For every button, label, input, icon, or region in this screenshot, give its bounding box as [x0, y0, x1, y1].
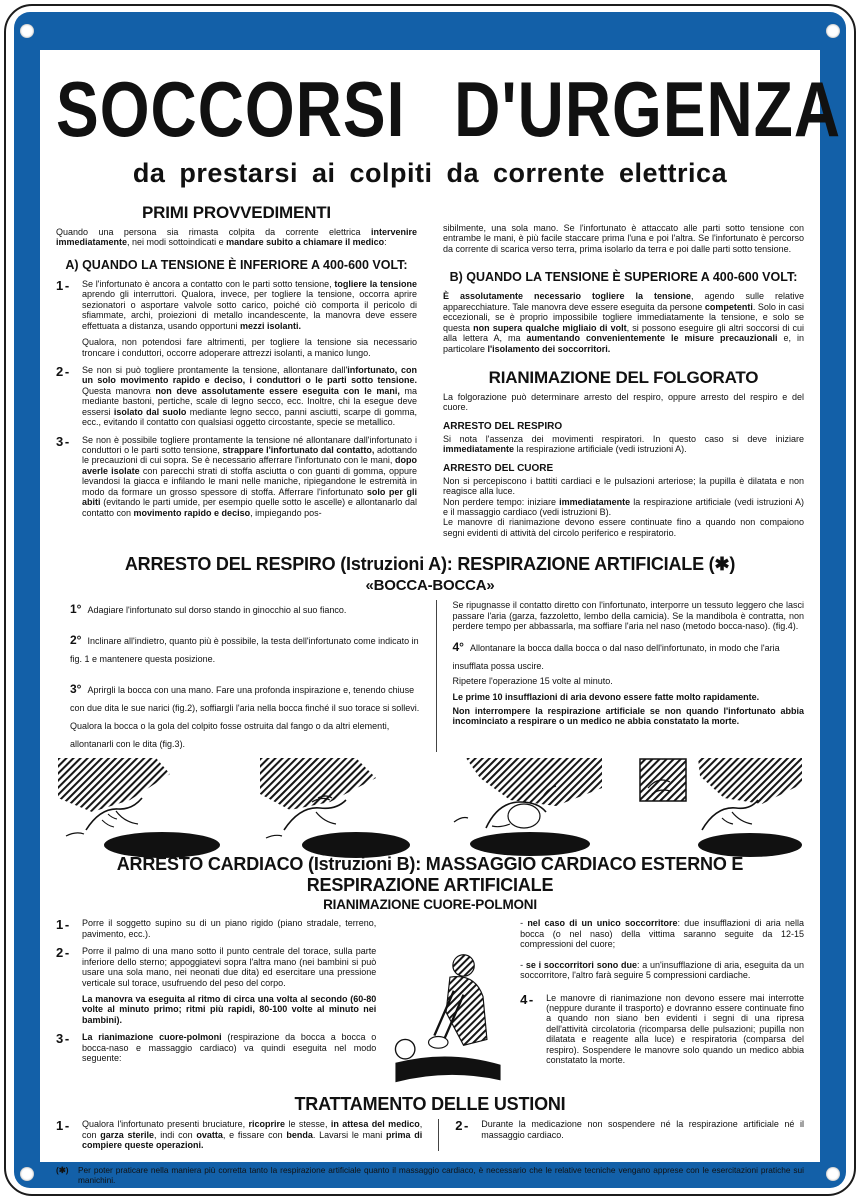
list-item — [56, 918, 376, 939]
item3-continuation: sibilmente, una sola mano. Se l'infortunato è attaccato alle parti sotto tensione con entrambe le mani, è più facile staccare prima l'una e poi l'altra. Se l'infortunato è percorso da corrente di scarica verso terra, prima isolarlo da terra e poi dalle parti sotto tensione. — [443, 223, 804, 254]
step — [453, 638, 805, 674]
footnote-text: Per poter praticare nella maniera più corretta tanto la respirazione artificiale quanto il massaggio cardiaco, è necessario che le relative tecniche vengano apprese con le esercitazioni pratiche sui manichini. — [78, 1164, 804, 1186]
warning-text: Le prime 10 insufflazioni di aria devono essere fatte molto rapidamente. — [452, 692, 760, 703]
section-cardiaco — [56, 918, 804, 1092]
step-text: Adagiare l'infortunato sul dorso stando in ginocchio al suo fianco. — [87, 605, 347, 616]
item-text: Porre il soggetto supino su di un piano rigido (piano stradale, terreno, pavimento, ecc.). — [82, 918, 377, 939]
section-primi-provvedimenti — [56, 199, 804, 544]
list-item — [56, 279, 417, 358]
tension-b-heading: B) QUANDO LA TENSIONE È SUPERIORE A 400-600 VOLT: — [449, 270, 798, 285]
section-respirazione — [56, 600, 804, 752]
warning-text: Non interrompere la respirazione artificiale se non quando l'infortunato abbia incominciato a respirare o un medico ne abbia constatato la morte. — [452, 705, 804, 726]
tension-b-text: È assolutamente necessario togliere la tensione, agendo sulle relative apparecchiature. Tale manovra deve essere eseguita da persone competenti. Solo in casi eccezionali, se è proprio impossibile togliere immediatamente la tensione, e solo se questa non supera qualche migliaio di volt, si possono eseguire gli altri soccorsi di cui alla lettera A, ma aumentando convenientemente le misure precauzionali e, in particolare l'isolamento dei soccorritori. — [443, 291, 805, 354]
respirazione-left-column — [56, 600, 436, 752]
item-text: Durante la medicazione non sospendere né la respirazione artificiale né il massaggio cardiaco. — [481, 1119, 804, 1140]
item-text: Se non si può togliere prontamente la tensione, allontanare dall'infortunato, con un solo movimento rapido e deciso, i conduttori o le parti sotto tensione. Questa manovra non deve assolutamente essere eseguita con le mani, ma mediante bastoni, pertiche, scale di legno secco, ecc. Inoltre, chi la esegue deve essersi isolato dal suolo mediante legno secco, panni asciutti, scarpe di gomma, ecc., evitando il contatto con qualsiasi oggetto circostante, specie se metallico. — [82, 364, 417, 428]
step-text: Inclinare all'indietro, quanto più è possibile, la testa dell'infortunato come indicato in fig. 1 e mantenere questa posizione. — [70, 636, 419, 665]
step — [70, 600, 422, 618]
poster-content — [40, 50, 842, 1186]
respirazione-right-column — [436, 600, 805, 752]
list-item — [56, 365, 417, 428]
item-text: La rianimazione cuore-polmoni (respirazione da bocca a bocca o bocca-naso e massaggio cardiaco) va quindi eseguita nel modo seguente: — [82, 1032, 377, 1064]
primi-intro: Quando una persona sia rimasta colpita da corrente elettrica intervenire immediatamente, nei modi sottoindicati e mandare subito a chiamare il medico: — [56, 227, 417, 248]
poster-subtitle: da prestarsi ai colpiti da corrente elettrica — [132, 158, 728, 188]
primi-left-column — [56, 199, 417, 544]
screw-hole-icon — [826, 1167, 840, 1181]
arresto-cuore-text: Le manovre di rianimazione devono essere continuate fino a quando non compaiono segni evidenti di attività del circolo periferico e respiratorio. — [443, 517, 804, 538]
ustioni-left-column — [56, 1119, 439, 1150]
ustioni-right-column — [439, 1119, 804, 1150]
list-item — [455, 1119, 804, 1140]
fig1-head-tilt-illustration — [58, 758, 224, 850]
item-number: 1 - — [56, 917, 69, 933]
rescuer-case-bullet: - se i soccorritori sono due: a un'insufflazione di aria, eseguita da un soccorritore, l'altro farà seguire 5 compressioni cardiache. — [520, 959, 805, 981]
step-number: 3° — [70, 682, 82, 697]
primi-heading: PRIMI PROVVEDIMENTI — [142, 203, 331, 222]
item-number: 3 - — [56, 433, 69, 449]
footnote-marker: (✱) — [56, 1164, 69, 1175]
item-text: La manovra va eseguita al ritmo di circa una volta al secondo (60-80 volte al minuto primo; ritmi più rapidi, 80-100 volte al minuto nei bambini). — [82, 993, 377, 1025]
cardiaco-left-column — [56, 918, 376, 1092]
list-item — [520, 993, 804, 1066]
arresto-respiro-text: Si nota l'assenza dei movimenti respiratori. In questo caso si deve iniziare immediatamente la respirazione artificiale (vedi istruzioni A). — [443, 433, 804, 455]
step-number: 2° — [70, 633, 82, 648]
step-text: Allontanare la bocca dalla bocca o dal naso dell'infortunato, in modo che l'aria insufflata possa uscire. — [452, 642, 780, 671]
item-number: 1 - — [56, 277, 69, 293]
item-number: 1 - — [56, 1118, 69, 1134]
ustioni-heading: TRATTAMENTO DELLE USTIONI — [294, 1094, 566, 1115]
rescuer-case-bullet: - nel caso di un unico soccorritore: due insufflazioni di aria nella bocca (o nel naso) della vittima saranno seguite da 12-15 compressioni del cuore; — [520, 918, 805, 950]
arresto-cuore-text: Non perdere tempo: iniziare immediatamente la respirazione artificiale (vedi istruzioni A) e il massaggio cardiaco (vedi istruzioni B). — [443, 496, 804, 517]
list-item — [56, 1119, 422, 1150]
cpr-illustration — [386, 918, 510, 1092]
step-text: Ripetere l'operazione 15 volte al minuto. — [452, 675, 613, 686]
item-number: 2 - — [455, 1118, 468, 1134]
item-text: Se non è possibile togliere prontamente la tensione né allontanare dall'infortunato i conduttori o le parti sotto tensione, strappare l'infortunato dal contatto, adottando le precauzioni di cui sopra. Se è necessario afferrare l'infortunato con le mani, dopo averle isolate con parecchi strati di stoffa asciutta o con guanti di gomma, oppure levandosi la giacca e infilando le mani nelle maniche, ripiegandone le estremità in modo da formare un grosso spessore di stoffa. Afferrare l'infortunato solo per gli abiti (evitando le parti umide, per esempio quelle sotto le ascelle) e allontanarlo dal contatto con movimento rapido e deciso, impiegando pos- — [82, 434, 417, 518]
cardiaco-heading: ARRESTO CARDIACO (Istruzioni B): MASSAGGIO CARDIACO ESTERNO E RESPIRAZIONE ARTIFICIALE — [116, 854, 744, 896]
mouth-to-mouth-figures — [58, 758, 802, 850]
cardiaco-right-column — [520, 918, 804, 1092]
fig4-mouth-to-nose-illustration — [638, 758, 802, 850]
arresto-cuore-text: Non si percepiscono i battiti cardiaci e le pulsazioni arteriose; la pupilla è dilatata e non reagisce alla luce. — [443, 475, 804, 497]
item-text: Qualora l'infortunato presenti bruciature, ricoprire le stesse, in attesa del medico, con garza sterile, indi con ovatta, e fissare con benda. Lavarsi le mani prima di compiere queste operazioni. — [82, 1119, 423, 1151]
screw-hole-icon — [20, 24, 34, 38]
step-number: 1° — [70, 602, 82, 617]
list-item — [56, 946, 376, 1025]
item-number: 2 - — [56, 363, 69, 379]
bocca-bocca-subheading: «BOCCA-BOCCA» — [365, 577, 495, 595]
folgorato-intro: La folgorazione può determinare arresto del respiro, oppure arresto del respiro e del cuore. — [443, 391, 804, 413]
item-number: 4 - — [520, 991, 533, 1007]
screw-hole-icon — [826, 24, 840, 38]
item-text: Le manovre di rianimazione non devono essere mai interrotte (neppure durante il trasporto) e dovranno essere continuate fino a quando non siano ben evidenti i segni di una ripresa dell'attività circolatoria (ricomparsa delle pulsazioni; pupilla non dilatata e reagente alla luce) e respiratoria (comparsa del respiro). Sospendere le manovre solo quando un medico abbia constatato la morte. — [546, 992, 804, 1066]
item-text: Se l'infortunato è ancora a contatto con le parti sotto tensione, togliere la tensione aprendo gli interruttori. Qualora, invece, per togliere la tensione, occorra aprire sezionatori o asportare valvole sotto carico, poiché ciò comporta il pericolo di sfiammate, archi, proiezioni di metallo incandescente, la manovra deve essere effettuata a distanza, usando opportuni mezzi isolanti. — [82, 278, 417, 331]
item-number: 2 - — [56, 945, 69, 961]
list-item — [56, 435, 417, 519]
arresto-cuore-heading: ARRESTO DEL CUORE — [443, 462, 554, 474]
step — [70, 680, 422, 752]
step-number: 4° — [452, 639, 464, 654]
fig3-clear-mouth-illustration — [446, 758, 602, 850]
arresto-respiro-heading: ARRESTO DEL RESPIRO — [443, 420, 563, 432]
section-ustioni — [56, 1119, 804, 1150]
poster-title: SOCCORSI D'URGENZA — [56, 65, 842, 154]
screw-hole-icon — [20, 1167, 34, 1181]
item-text: Porre il palmo di una mano sotto il punto centrale del torace, sulla parte inferiore dello sterno; appoggiatevi sopra l'altra mano (nei bambini si può usare una sola mano, nei neonati due dita) ed esercitare una pressione verticale sul torace, usufruendo del peso del corpo. — [82, 946, 377, 988]
cuore-polmoni-subheading: RIANIMAZIONE CUORE-POLMONI — [323, 897, 537, 913]
tension-a-heading: A) QUANDO LA TENSIONE È INFERIORE A 400-600 VOLT: — [65, 257, 408, 272]
item-number: 3 - — [56, 1031, 69, 1047]
respirazione-heading: ARRESTO DEL RESPIRO (Istruzioni A): RESPIRAZIONE ARTIFICIALE (✱) — [124, 554, 736, 575]
respirazione-note: Se ripugnasse il contatto diretto con l'infortunato, interporre un tessuto leggero che lasci passare l'aria (garza, fazzoletto, lembo della camicia). Se la mandibola è contratta, non perdere tempo per abbassarla, ma soffiare l'aria nel naso (metodo bocca-naso). (fig.4). — [452, 600, 804, 632]
step-text: Aprirgli la bocca con una mano. Fare una profonda inspirazione e, tenendo chiuse con due dita le sue narici (fig.2), soffiargli l'aria nella bocca finché il suo torace si sollevi. Qualora la bocca o la gola del colpito fosse ostruita dal fango o da altri elementi, allontanarli con le dita (fig.3). — [70, 685, 420, 750]
folgorato-heading: RIANIMAZIONE DEL FOLGORATO — [488, 367, 759, 387]
list-item — [56, 1032, 376, 1063]
fig2-nose-pinch-illustration — [260, 758, 410, 850]
step — [70, 631, 422, 667]
footnote — [56, 1165, 804, 1187]
item-text: Qualora, non potendosi fare altrimenti, per togliere la tensione sia necessario troncare i conduttori, occorre adoperare attrezzi isolanti, a manico lungo. — [82, 337, 417, 358]
primi-right-column — [443, 199, 804, 544]
